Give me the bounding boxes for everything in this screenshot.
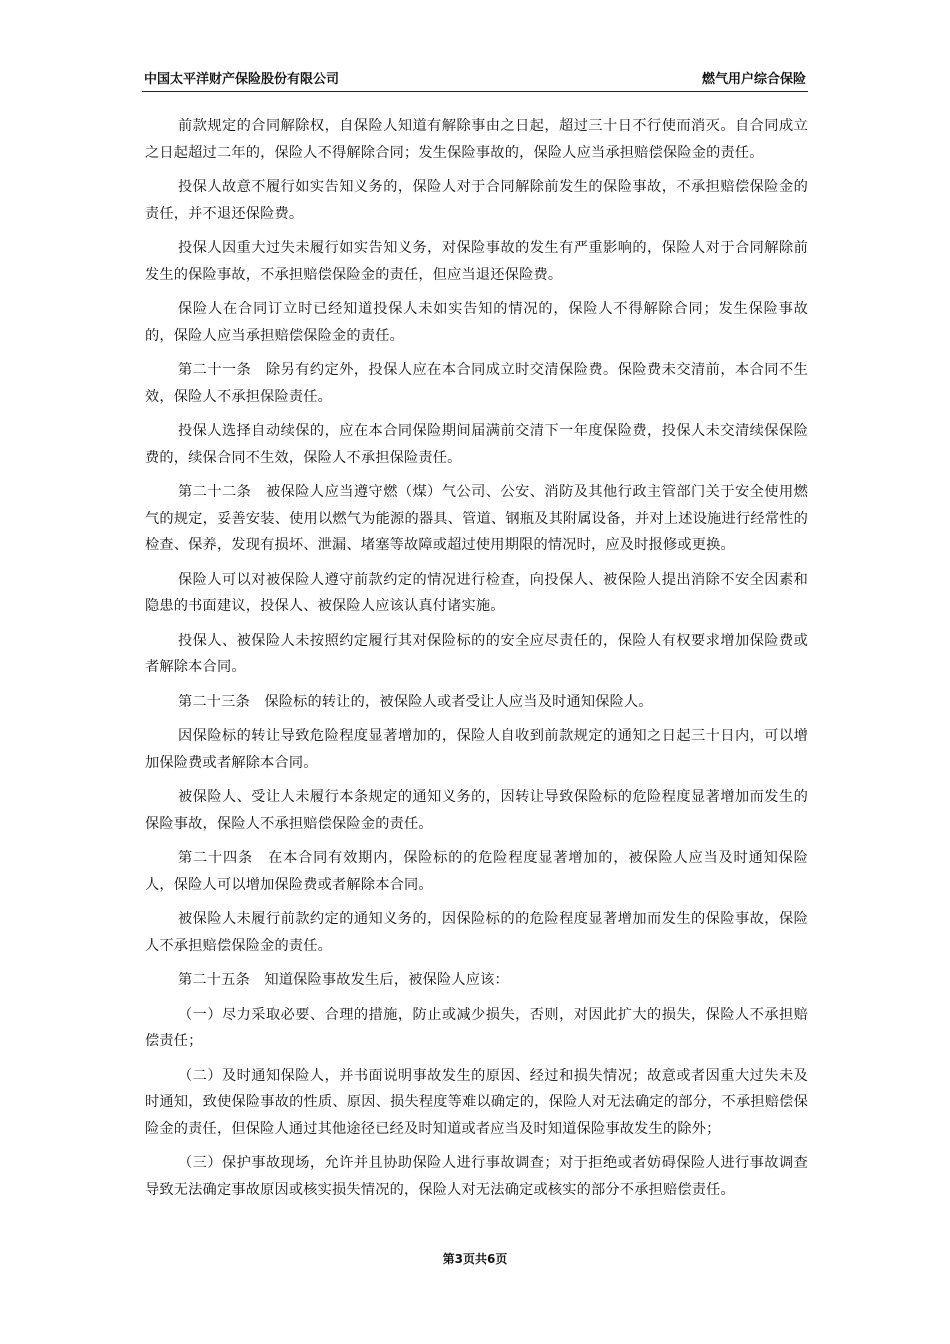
paragraph-transfer-notice-failure: 被保险人、受让人未履行本条规定的通知义务的，因转让导致保险标的危险程度显著增加而发生的保险事故，保险人不承担赔偿保险金的责任。 [145,789,808,832]
paragraph-transfer-risk-increase: 因保险标的转让导致危险程度显著增加的，保险人自收到前款规定的通知之日起三十日内，可以增加保险费或者解除本合同。 [145,728,808,771]
page-header [142,71,808,92]
paragraph-item-3: （三）保护事故现场，允许并且协助保险人进行事故调查；对于拒绝或者妨碍保险人进行事故调查导致无法确定事故原因或核实损失情况的，保险人对无法确定或核实的部分不承担赔偿责任。 [145,1155,808,1198]
paragraph-gross-negligence-nondisclosure: 投保人因重大过失未履行如实告知义务，对保险事故的发生有严重影响的，保险人对于合同解除前发生的保险事故，不承担赔偿保险金的责任，但应当退还保险费。 [145,240,808,283]
paragraph-contract-rescission-right: 前款规定的合同解除权，自保险人知道有解除事由之日起，超过三十日不行使而消灭。自合同成立之日起超过二年的，保险人不得解除合同；发生保险事故的，保险人应当承担赔偿保险金的责任。 [145,118,808,161]
paragraph-risk-notice-failure: 被保险人未履行前款约定的通知义务的，因保险标的的危险程度显著增加而发生的保险事故，保险人不承担赔偿保险金的责任。 [145,911,808,954]
paragraph-insurer-prior-knowledge: 保险人在合同订立时已经知道投保人未如实告知的情况的，保险人不得解除合同；发生保险事故的，保险人应当承担赔偿保险金的责任。 [145,301,808,344]
paragraph-item-2: （二）及时通知保险人，并书面说明事故发生的原因、经过和损失情况；故意或者因重大过失未及时通知，致使保险事故的性质、原因、损失程度等难以确定的，保险人对无法确定的部分，不承担赔偿保险金的责任，但保险人通过其他途径已经及时知道或者应当及时知道保险事故发生的除外； [145,1067,808,1137]
paragraph-article-25: 第二十五条 知道保险事故发生后，被保险人应该： [178,972,509,988]
paragraph-auto-renewal: 投保人选择自动续保的，应在本合同保险期间届满前交清下一年度保险费，投保人未交清续保保险费的，续保合同不生效，保险人不承担保险责任。 [145,423,808,466]
paragraph-intentional-nondisclosure: 投保人故意不履行如实告知义务的，保险人对于合同解除前发生的保险事故，不承担赔偿保险金的责任，并不退还保险费。 [145,179,808,222]
page-number: 第3页共6页 [442,1252,508,1266]
header-company-name: 中国太平洋财产保险股份有限公司 [144,72,340,87]
paragraph-article-24: 第二十四条 在本合同有效期内，保险标的的危险程度显著增加的，被保险人应当及时通知保险人，保险人可以增加保险费或者解除本合同。 [145,850,808,893]
paragraph-article-21: 第二十一条 除另有约定外，投保人应在本合同成立时交清保险费。保险费未交清前，本合同不生效，保险人不承担保险责任。 [145,362,808,405]
header-product-name: 燃气用户综合保险 [701,72,806,87]
paragraph-inspection: 保险人可以对被保险人遵守前款约定的情况进行检查，向投保人、被保险人提出消除不安全因素和隐患的书面建议，投保人、被保险人应该认真付诸实施。 [145,571,808,614]
paragraph-item-1: （一）尽力采取必要、合理的措施，防止或减少损失，否则，对因此扩大的损失，保险人不承担赔偿责任； [145,1006,808,1049]
document-body [145,113,808,1211]
paragraph-article-22: 第二十二条 被保险人应当遵守燃（煤）气公司、公安、消防及其他行政主管部门关于安全使用燃气的规定，妥善安装、使用以燃气为能源的器具、管道、钢瓶及其附属设备，并对上述设施进行经常性的检查、保养，发现有损坏、泄漏、堵塞等故障或超过使用期限的情况时，应及时报修或更换。 [145,484,808,553]
paragraph-article-23: 第二十三条 保险标的转让的，被保险人或者受让人应当及时通知保险人。 [178,693,653,710]
paragraph-safety-duty-breach: 投保人、被保险人未按照约定履行其对保险标的的安全应尽责任的，保险人有权要求增加保险费或者解除本合同。 [145,632,808,675]
